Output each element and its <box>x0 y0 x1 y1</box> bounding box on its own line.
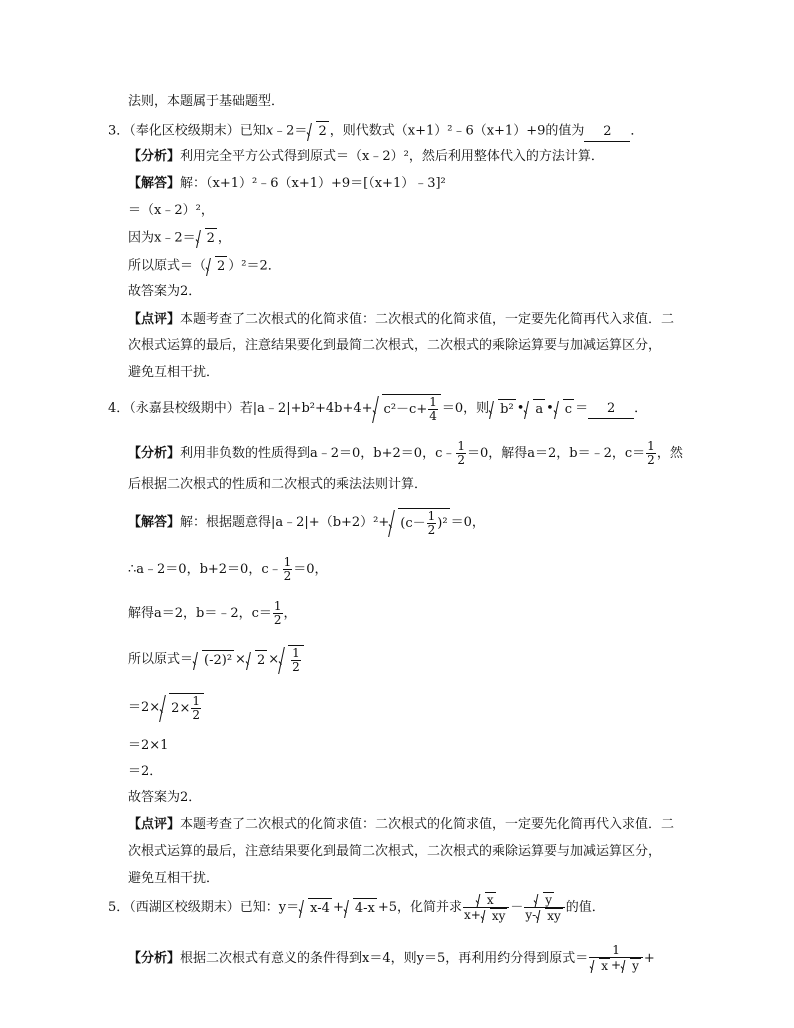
question-source: （奉化区校级期末） <box>129 123 240 139</box>
comment: 【点评】本题考查了二次根式的化简求值：二次根式的化简求值，一定要先化简再代入求值．二 <box>128 312 675 327</box>
solution: 【解答】解：（x+1）²﹣6（x+1）+9＝[（x+1）﹣3]² <box>128 176 446 191</box>
sqrt: 2 <box>196 228 217 248</box>
comment-line: 次根式运算的最后，注意结果要化到最简二次根式，二次根式的乘除运算要与加减运算区分， <box>128 844 662 859</box>
solution-tag: 【解答】 <box>128 176 181 191</box>
solution-step: ＝2． <box>128 764 163 779</box>
answer-blank: 2 <box>584 123 630 142</box>
sqrt: 2 <box>246 650 267 670</box>
solution-step: ＝2×1 <box>128 738 169 753</box>
comment-line: 避免互相干扰． <box>128 871 220 886</box>
question-source: （永嘉县校级期中） <box>129 401 240 416</box>
sqrt: 2 <box>307 121 328 141</box>
question-number: 4． <box>108 401 130 416</box>
final-answer: 故答案为2． <box>128 284 202 299</box>
analysis: 【分析】利用完全平方公式得到原式＝（x﹣2）²，然后利用整体代入的方法计算． <box>128 149 604 164</box>
comment-line: 次根式运算的最后，注意结果要化到最简二次根式，二次根式的乘除运算要与加减运算区分， <box>128 338 662 353</box>
sqrt: c²－c+ $\frac{1}{4}$ <box>373 394 441 423</box>
solution-step: 所以原式＝（ 2 ）²＝2． <box>128 256 281 276</box>
analysis: 【分析】利用非负数的性质得到a﹣2＝0，b+2＝0，c﹣ $\frac{1}{2}$ ＝0，解得a＝2，b＝﹣2，c＝ $\frac{1}{2}$ ，然 <box>128 439 683 467</box>
question-5: 5．（西湖区校级期末）已知：y＝ x-4 + 4-x +5，化简并求 x x+ xy － y y- xy 的值． <box>108 893 605 923</box>
solution-tag: 【解答】 <box>128 515 181 530</box>
analysis-line: 后根据二次根式的性质和二次根式的乘法法则计算． <box>128 477 428 492</box>
question-number: 3． <box>108 123 130 139</box>
sqrt: 2× $\frac{1}{2}$ <box>160 693 204 722</box>
text-line: 法则，本题属于基础题型． <box>128 94 285 109</box>
solution-step: 所以原式＝ (-2)² × 2 × $\frac{1}{2}$ <box>128 645 305 674</box>
sqrt: 2 <box>206 256 227 276</box>
sqrt: b² <box>489 399 516 419</box>
analysis-tag: 【分析】 <box>128 149 181 164</box>
sqrt: (c－ $\frac{1}{2}$ )² <box>389 508 449 537</box>
comment-tag: 【点评】 <box>128 817 181 832</box>
sqrt: $\frac{1}{2}$ <box>279 645 304 674</box>
analysis-tag: 【分析】 <box>128 951 181 966</box>
sqrt: c <box>554 399 574 419</box>
solution-step: ∴a﹣2＝0，b+2＝0，c﹣ $\frac{1}{2}$ ＝0， <box>128 555 328 583</box>
solution-step: 因为x﹣2＝ 2 ， <box>128 228 231 248</box>
sqrt: 4-x <box>344 898 377 918</box>
solution-step: ＝2× 2× $\frac{1}{2}$ <box>128 693 205 722</box>
question-number: 5． <box>108 900 130 915</box>
sqrt: a <box>524 399 545 419</box>
solution-step: 解得a＝2，b＝﹣2，c＝ $\frac{1}{2}$ ， <box>128 599 297 627</box>
comment-tag: 【点评】 <box>128 312 181 327</box>
sqrt: x-4 <box>299 898 332 918</box>
answer-blank: 2 <box>588 400 634 419</box>
question-source: （西湖区校级期末） <box>129 900 240 915</box>
sqrt: (-2)² <box>193 650 234 670</box>
question-3: 3．（奉化区校级期末）已知x﹣2＝ 2 ，则代数式（x+1）²﹣6（x+1）+9的值为 2 ． <box>108 121 643 142</box>
analysis-tag: 【分析】 <box>128 446 181 461</box>
question-4: 4．（永嘉县校级期中）若|a﹣2|+b²+4b+4+ c²－c+ $\frac{1}{4}$ ＝0，则 b² • a • c ＝ 2 ． <box>108 395 648 423</box>
comment-line: 避免互相干扰． <box>128 365 220 380</box>
final-answer: 故答案为2． <box>128 790 202 805</box>
analysis: 【分析】根据二次根式有意义的条件得到x＝4，则y＝5，再利用约分得到原式＝ 1 x + y + <box>128 943 655 973</box>
solution-step: ＝（x﹣2）²， <box>128 203 214 218</box>
comment: 【点评】本题考查了二次根式的化简求值：二次根式的化简求值，一定要先化简再代入求值．二 <box>128 817 675 832</box>
solution: 【解答】解：根据题意得|a﹣2|+（b+2）²+ (c－ $\frac{1}{2}$ )² ＝0， <box>128 509 485 537</box>
